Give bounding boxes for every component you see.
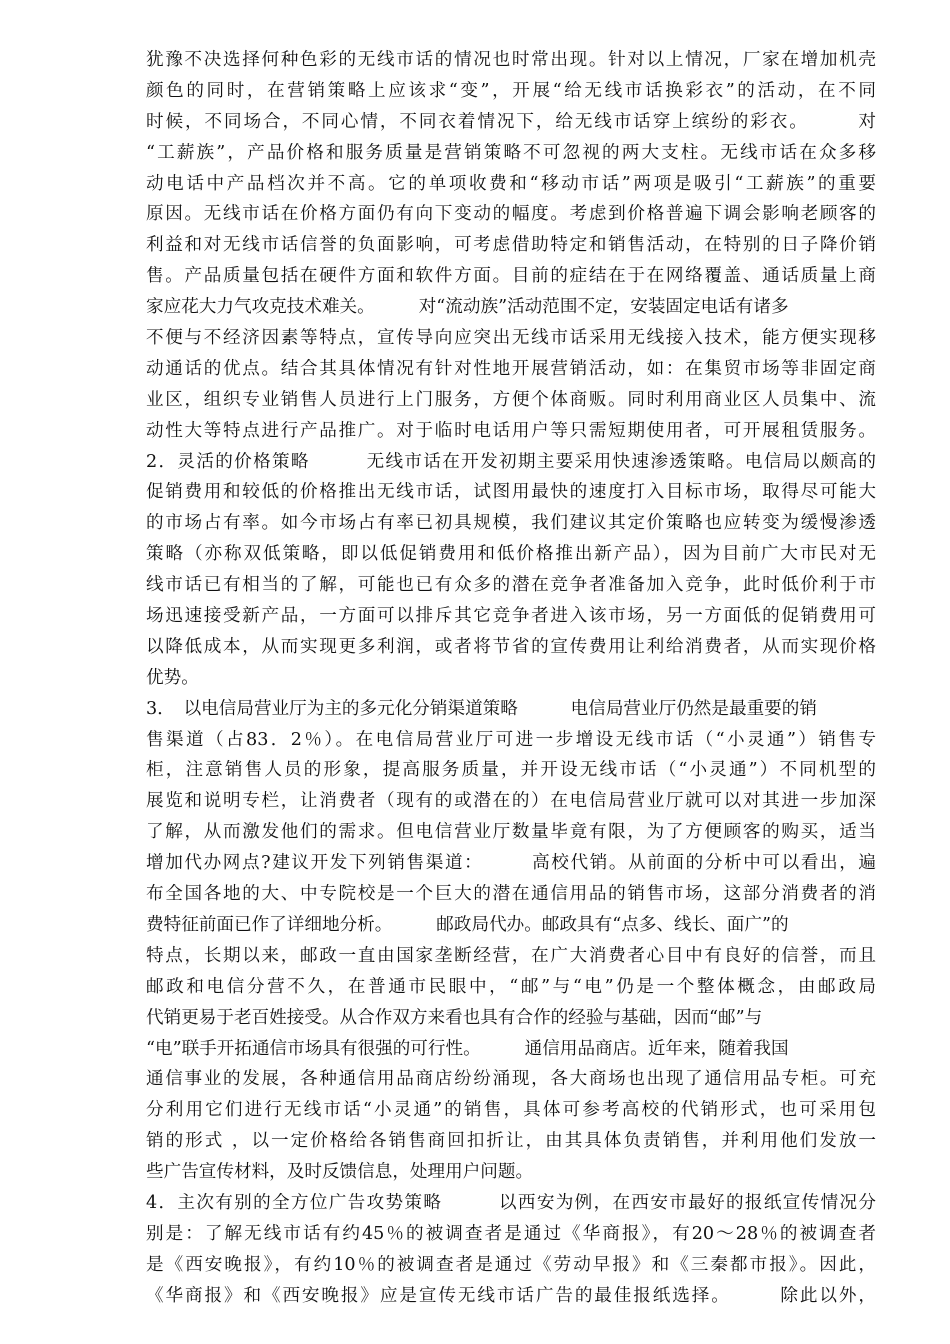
text-line: 动性大等特点进行产品推广。对于临时电话用户等只需短期使用者，可开展租赁服务。 bbox=[146, 420, 876, 441]
text-line: 的市场占有率。如今市场占有率已初具规模，我们建议其定价策略也应转变为缓慢渗透 bbox=[146, 513, 876, 534]
text-line: 原因。无线市话在价格方面仍有向下变动的幅度。考虑到价格普遍下调会影响老顾客的 bbox=[146, 204, 876, 225]
text-line: 通信事业的发展，各种通信用品商店纷纷涌现，各大商场也出现了通信用品专柜。可充 bbox=[146, 1069, 876, 1090]
text-line: 利益和对无线市话信誉的负面影响，可考虑借助特定和销售活动，在特别的日子降价销 bbox=[146, 235, 876, 256]
text-line: 犹豫不决选择何种色彩的无线市话的情况也时常出现。针对以上情况，厂家在增加机壳 bbox=[146, 50, 876, 70]
text-line: “工薪族”，产品价格和服务质量是营销策略不可忽视的两大支柱。无线市话在众多移 bbox=[146, 142, 876, 163]
text-line: 分利用它们进行无线市话“小灵通”的销售，具体可参考高校的代销形式，也可采用包 bbox=[146, 1100, 876, 1121]
text-line: “电”联手开拓通信市场具有很强的可行性。 通信用品商店。近年来，随着我国 bbox=[146, 1038, 789, 1059]
text-line: 3． 以电信局营业厅为主的多元化分销渠道策略 电信局营业厅仍然是最重要的销 bbox=[146, 698, 817, 719]
text-line: 优势。 bbox=[146, 667, 199, 688]
text-line: 家应花大力气攻克技术难关。 对“流动族”活动范围不定，安装固定电话有诸多 bbox=[146, 297, 789, 318]
text-line: 销的形式 ，以一定价格给各销售商回扣折让，由其具体负责销售，并利用他们发放一 bbox=[146, 1131, 876, 1152]
text-line: 别是：了解无线市话有约45％的被调查者是通过《华商报》，有20～28％的被调查者 bbox=[146, 1223, 876, 1244]
text-line: 代销更易于老百姓接受。从合作双方来看也具有合作的经验与基础，因而“邮”与 bbox=[146, 1007, 763, 1028]
text-line: 布全国各地的大、中专院校是一个巨大的潜在通信用品的销售市场，这部分消费者的消 bbox=[146, 884, 876, 905]
text-line: 不便与不经济因素等特点，宣传导向应突出无线市话采用无线接入技术，能方便实现移 bbox=[146, 328, 876, 349]
text-line: 展览和说明专栏，让消费者（现有的或潜在的）在电信局营业厅就可以对其进一步加深 bbox=[146, 791, 876, 812]
text-line: 动通话的优点。结合其具体情况有针对性地开展营销活动，如：在集贸市场等非固定商 bbox=[146, 358, 876, 379]
text-line: 特点，长期以来，邮政一直由国家垄断经营，在广大消费者心目中有良好的信誉，而且 bbox=[146, 945, 876, 966]
text-line: 是《西安晚报》，有约10％的被调查者是通过《劳动早报》和《三秦都市报》。因此， bbox=[146, 1254, 876, 1275]
text-line: 动电话中产品档次并不高。它的单项收费和“移动市话”两项是吸引“工薪族”的重要 bbox=[146, 173, 876, 194]
text-line: 2．灵活的价格策略 无线市话在开发初期主要采用快速渗透策略。电信局以颇高的 bbox=[146, 451, 876, 472]
text-line: 业区，组织专业销售人员进行上门服务，方便个体商贩。同时利用商业区人员集中、流 bbox=[146, 389, 876, 410]
text-line: 4．主次有别的全方位广告攻势策略 以西安为例，在西安市最好的报纸宣传情况分 bbox=[146, 1192, 876, 1213]
text-line: 场迅速接受新产品，一方面可以排斥其它竞争者进入该市场，另一方面低的促销费用可 bbox=[146, 606, 876, 627]
text-line: 促销费用和较低的价格推出无线市话，试图用最快的速度打入目标市场，取得尽可能大 bbox=[146, 482, 876, 503]
text-line: 时候，不同场合，不同心情，不同衣着情况下，给无线市话穿上缤纷的彩衣。 对 bbox=[146, 111, 876, 132]
text-line: 以降低成本，从而实现更多利润，或者将节省的宣传费用让利给消费者，从而实现价格 bbox=[146, 636, 876, 657]
text-line: 邮政和电信分营不久，在普通市民眼中，“邮”与“电”仍是一个整体概念，由邮政局 bbox=[146, 976, 876, 997]
document-body bbox=[146, 45, 876, 1312]
text-line: 些广告宣传材料，及时反馈信息，处理用户问题。 bbox=[146, 1162, 534, 1183]
text-line: 了解，从而激发他们的需求。但电信营业厅数量毕竟有限，为了方便顾客的购买，适当 bbox=[146, 822, 876, 843]
text-line: 增加代办网点?建议开发下列销售渠道： 高校代销。从前面的分析中可以看出，遍 bbox=[146, 853, 876, 874]
text-line: 柜，注意销售人员的形象，提高服务质量，并开设无线市话（“小灵通”）不同机型的 bbox=[146, 760, 876, 781]
text-line: 线市话已有相当的了解，可能也已有众多的潜在竞争者准备加入竞争，此时低价利于市 bbox=[146, 575, 876, 596]
text-line: 颜色的同时，在营销策略上应该求“变”，开展“给无线市话换彩衣”的活动，在不同 bbox=[146, 80, 876, 101]
text-line: 《华商报》和《西安晚报》应是宣传无线市话广告的最佳报纸选择。 除此以外， bbox=[146, 1285, 876, 1306]
text-line: 售。产品质量包括在硬件方面和软件方面。目前的症结在于在网络覆盖、通话质量上商 bbox=[146, 266, 876, 287]
text-line: 售渠道（占83．2％）。在电信局营业厅可进一步增设无线市话（“小灵通”）销售专 bbox=[146, 729, 876, 750]
text-line: 费特征前面已作了详细地分析。 邮政局代办。邮政具有“点多、线长、面广”的 bbox=[146, 914, 789, 935]
text-line: 策略（亦称双低策略，即以低促销费用和低价格推出新产品），因为目前广大市民对无 bbox=[146, 544, 876, 565]
